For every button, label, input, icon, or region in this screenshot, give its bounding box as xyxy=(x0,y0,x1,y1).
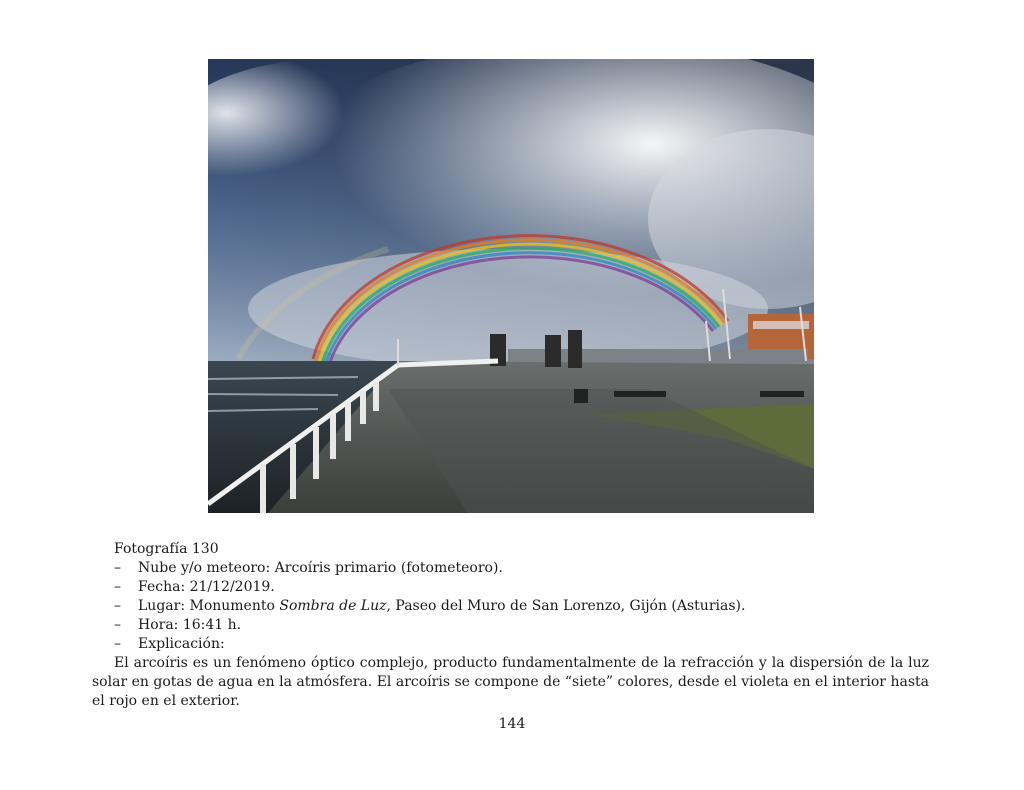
photo-caption xyxy=(92,540,929,711)
caption-item-prefix: Lugar: Monumento xyxy=(138,598,280,614)
caption-item-time xyxy=(92,616,929,635)
caption-item-label: Hora: 16:41 h. xyxy=(138,617,242,633)
dash-bullet: – xyxy=(114,636,121,652)
caption-item-place xyxy=(92,597,929,616)
dash-bullet: – xyxy=(114,598,121,614)
monument-name: Sombra de Luz xyxy=(279,598,387,614)
caption-item-suffix: , Paseo del Muro de San Lorenzo, Gijón (Asturias). xyxy=(386,598,746,614)
dash-bullet: – xyxy=(114,617,121,633)
dash-bullet: – xyxy=(114,579,121,595)
caption-item-meteor xyxy=(92,559,929,578)
caption-title: Fotografía 130 xyxy=(114,541,219,557)
caption-item-label: Nube y/o meteoro: Arcoíris primario (fotometeoro). xyxy=(138,560,503,576)
page-number: 144 xyxy=(498,716,526,732)
caption-item-label: Fecha: 21/12/2019. xyxy=(138,579,275,595)
caption-item-label: Explicación: xyxy=(138,636,225,652)
explanation-paragraph: El arcoíris es un fenómeno óptico complejo, producto fundamentalmente de la refracción y la dispersión de la luz solar en gotas de agua en la atmósfera. El arcoíris se compone de “siete” colores, desde el violeta en el interior hasta el rojo en el exterior. xyxy=(92,655,929,709)
dash-bullet: – xyxy=(114,560,121,576)
caption-item-date xyxy=(92,578,929,597)
rainbow-photo xyxy=(208,59,814,513)
caption-item-explanation xyxy=(92,635,929,654)
